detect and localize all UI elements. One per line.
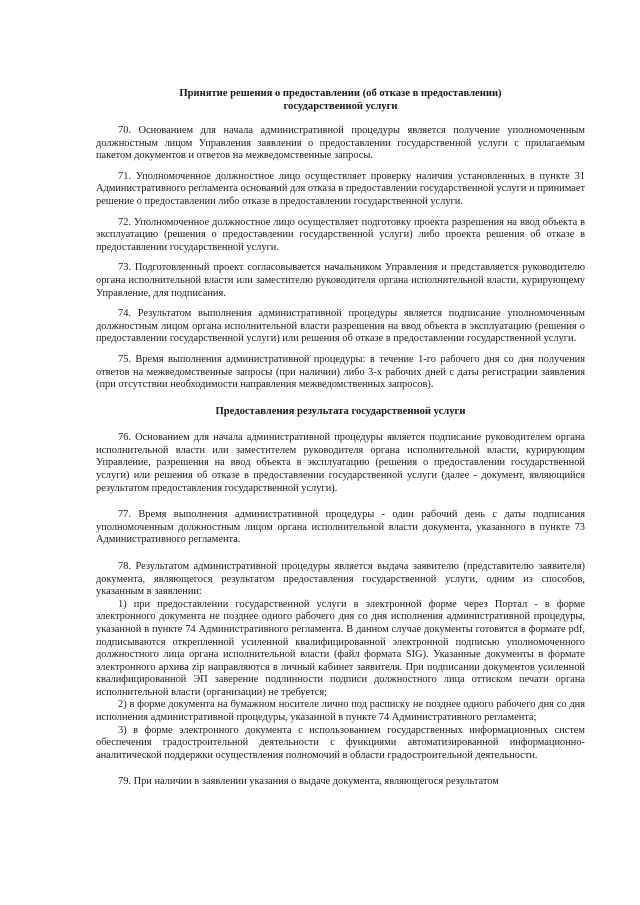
paragraph-70: 70. Основанием для начала административной процедуры является получение уполномоченным должностным лицом Управления заявления о предоставлении государственной услуги с прилагаемым пакетом документов и ответов на межведомственные запросы.: [96, 125, 585, 162]
section-heading-decision: [96, 88, 585, 113]
paragraph-72: 72. Уполномоченное должностное лицо осуществляет подготовку проекта разрешения на ввод объекта в эксплуатацию (решения о предоставлении государственной услуги) либо проекта решения об отказе в предоставлении государственной услуги.: [96, 216, 585, 253]
paragraph-78-item-3: 3) в форме электронного документа с использованием государственных информационных систем обеспечения градостроительной деятельности с функциями автоматизированной информационно-аналитической поддержки осуществления полномочий в области градостроительной деятельности.: [96, 724, 585, 761]
paragraph-79: 79. При наличии в заявлении указания о выдаче документа, являющегося результатом: [118, 776, 499, 788]
heading-line-2: государственной услуги: [283, 100, 398, 112]
paragraph-78: 78. Результатом административной процедуры является выдача заявителю (представителю заявителя) документа, являющегося результатом предоставления государственной услуги, одним из способов, указанным в заявлении:: [96, 560, 585, 598]
heading-line-1: Принятие решения о предоставлении (об отказе в предоставлении): [179, 88, 502, 99]
paragraph-77: 77. Время выполнения административной процедуры - один рабочий день с даты подписания уполномоченным должностным лицом органа исполнительной власти документа, указанного в пункте 73 Административного регламента.: [96, 509, 585, 546]
paragraph-78-item-2: 2) в форме документа на бумажном носителе лично под расписку не позднее одного рабочего дня со дня исполнения административной процедуры, указанной в пункте 74 Административного регламента;: [96, 699, 585, 724]
paragraph-76: 76. Основанием для начала административной процедуры является подписание руководителем органа исполнительной власти или заместителем руководителя органа исполнительной власти, курирующим Управление, разрешения на ввод объекта в эксплуатацию (решения о предоставлении государственной услуги) или решения об отказе в предоставлении государственной услуги (далее - документ, являющийся результатом предоставления государственной услуги).: [96, 432, 585, 494]
section-heading-result: Предоставления результата государственной услуги: [215, 405, 466, 417]
paragraph-71: 71. Уполномоченное должностное лицо осуществляет проверку наличия установленных в пункте 31 Административного регламента оснований для отказа в предоставлении государственной услуги и принимает решение о предоставлении либо отказе в предоставлении государственной услуги.: [96, 170, 585, 207]
paragraph-75: 75. Время выполнения административной процедуры: в течение 1-го рабочего дня со дня получения ответов на межведомственные запросы (при наличии) либо 3-х рабочих дней с даты регистрации заявления (при отсутствии необходимости направления межведомственных запросов).: [96, 353, 585, 391]
paragraph-73: 73. Подготовленный проект согласовывается начальником Управления и представляется руководителю органа исполнительной власти или заместителю руководителя органа исполнительной власти, курирующему Управление, для подписания.: [96, 262, 585, 299]
paragraph-78-item-1: 1) при предоставлении государственной услуги в электронной форме через Портал - в форме электронного документа не позднее одного рабочего дня со дня исполнения административной процедуры, указанной в пункте 74 Административного регламента. В данном случае документы готовятся в формате pdf, подписываются открепленной усиленной квалифицированной электронной подписью уполномоченного должностного лица органа исполнительной власти (файл формата SIG). Указанные документы в формате электронного архива zip направляются в личный кабинет заявителя. При подписании документов усиленной квалифицированной ЭП заверение подлинности подписи должностного лица оттиском печати органа исполнительной власти (организации) не требуется;: [96, 598, 585, 698]
paragraph-74: 74. Результатом выполнения административной процедуры является подписание уполномоченным должностным лицом органа исполнительной власти разрешения на ввод объекта в эксплуатацию (решения о предоставлении государственной услуги) или решения об отказе в предоставлении государственной услуги.: [96, 308, 585, 345]
